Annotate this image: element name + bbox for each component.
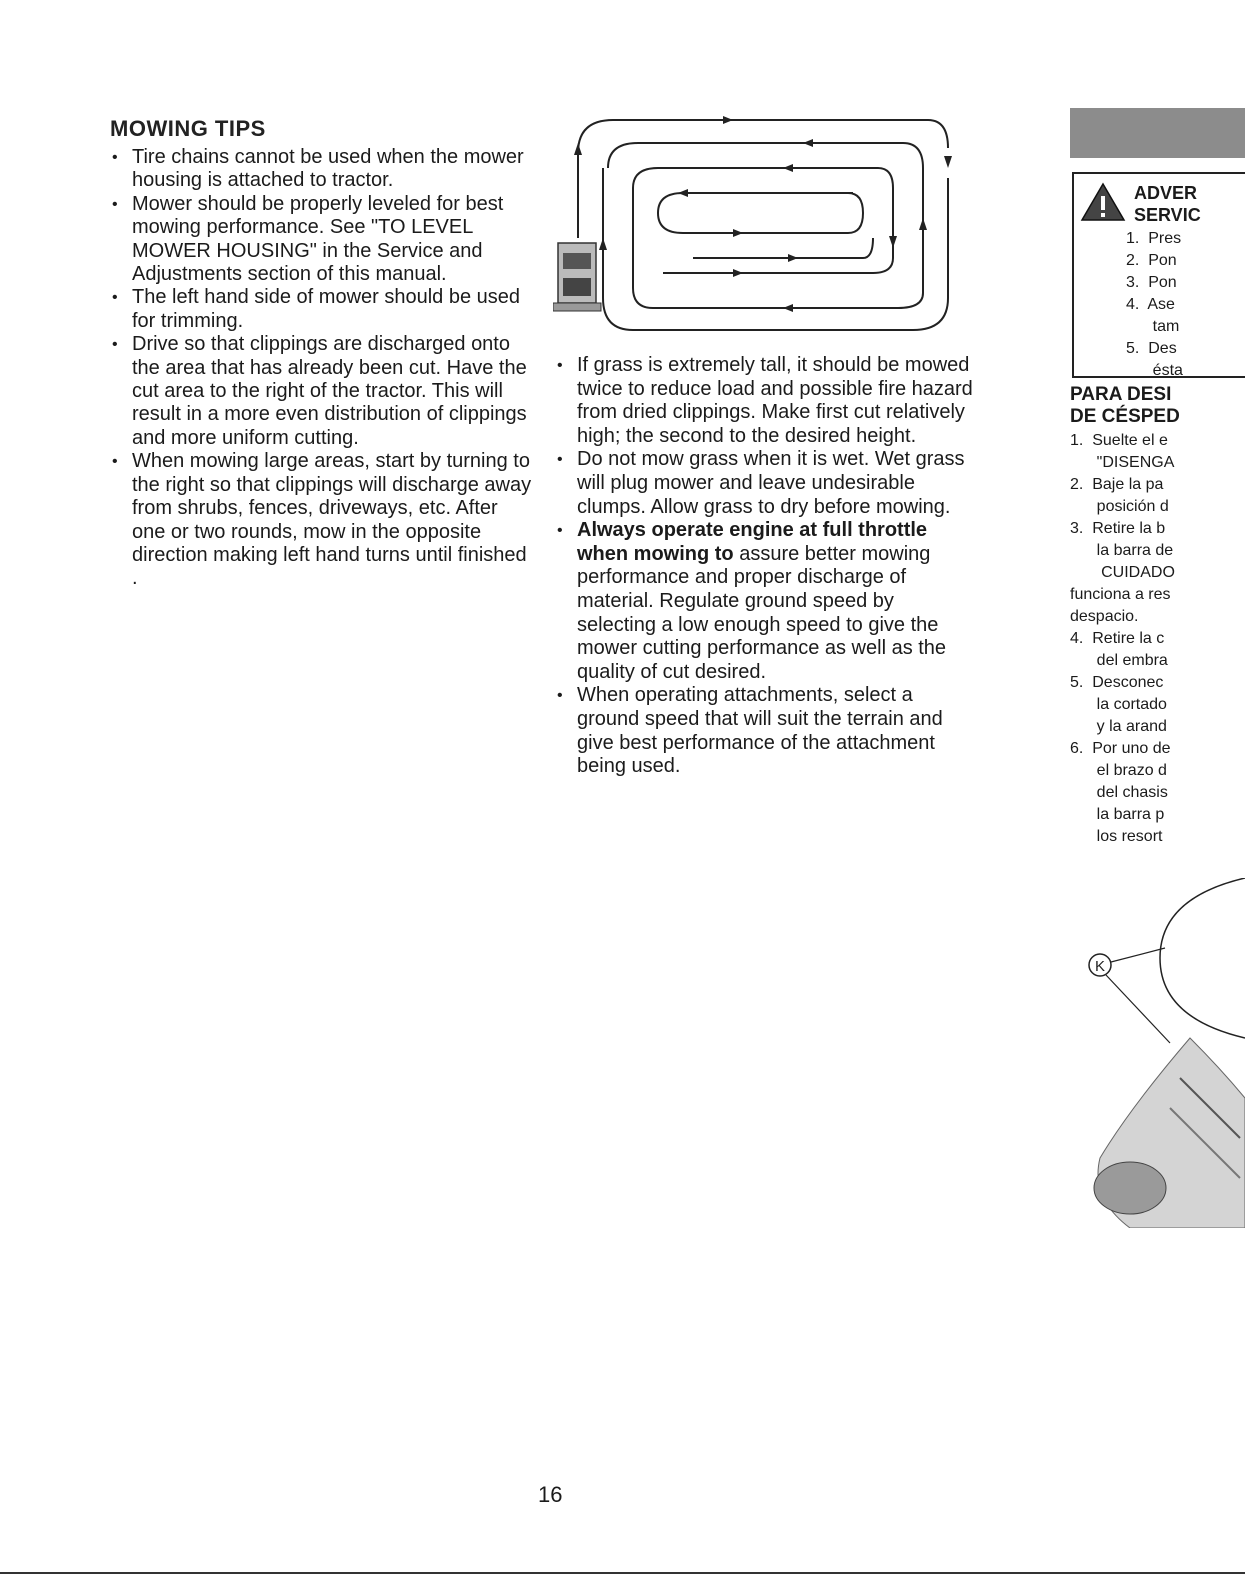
tip-item: • When operating attachments, select a ground speed that will suit the terrain and give best performance of the attachment being used. bbox=[555, 684, 975, 778]
warning-steps: 1. Pres 2. Pon 3. Pon 4. Ase tam 5. Des ésta bbox=[1126, 230, 1183, 379]
page-number: 16 bbox=[538, 1482, 563, 1507]
mowing-tips-column bbox=[110, 116, 535, 591]
header-band bbox=[1070, 108, 1245, 158]
tip-item: • Drive so that clippings are discharged onto the area that has already been cut. Have the cut area to the right of the tractor. This will result in a more even distribution of clippings and more uniform cutting. bbox=[110, 333, 535, 450]
spanish-column-cropped bbox=[1070, 108, 1245, 1228]
tip-item: • Mower should be properly leveled for best mowing performance. See "TO LEVEL MOWER HOUSING" in the Service and Adjustments section of this manual. bbox=[110, 193, 535, 287]
warning-icon bbox=[1080, 182, 1126, 222]
tip-item bbox=[555, 519, 975, 684]
throttle-warning-text: assure better mowing performance and proper discharge of material. Regulate ground speed by selecting a low enough speed to give the mower cutting performance as well as the quality of cut desired. bbox=[577, 542, 947, 683]
tip-item: • If grass is extremely tall, it should be mowed twice to reduce load and possible fire hazard from dried clippings. Make first cut relatively high; the second to the desired height. bbox=[555, 354, 975, 448]
spanish-steps: 1. Suelte el e "DISENGA 2. Baje la pa posición d 3. Retire la b la barra de CUIDADO funciona a res despacio. 4. Retire la c del embra 5. Desconec la cortado y la arand 6. Por uno de el brazo d del chasis la barra p los resort bbox=[1070, 432, 1175, 845]
bottom-rule bbox=[0, 1572, 1245, 1574]
mower-part-drawing bbox=[1070, 878, 1245, 1228]
callout-k: K bbox=[1094, 958, 1106, 975]
spanish-section-heading: PARA DESI DE CÉSPED bbox=[1070, 384, 1180, 427]
tip-item: • The left hand side of mower should be used for trimming. bbox=[110, 286, 535, 333]
tractor-icon bbox=[553, 243, 601, 311]
tip-item: • Tire chains cannot be used when the mower housing is attached to tractor. bbox=[110, 146, 535, 193]
mowing-pattern-diagram bbox=[553, 108, 958, 343]
warning-title: ADVER SERVIC bbox=[1134, 183, 1201, 225]
tip-item: • Do not mow grass when it is wet. Wet grass will plug mower and leave undesirable clumps. Allow grass to dry before mowing. bbox=[555, 448, 975, 519]
warning-box bbox=[1072, 172, 1245, 378]
tip-item: • When mowing large areas, start by turning to the right so that clippings will discharge away from shrubs, fences, driveways, etc. After one or two rounds, mow in the opposite direction making left hand turns until finished . bbox=[110, 450, 535, 590]
mowing-tips-heading: MOWING TIPS bbox=[110, 116, 266, 141]
throttle-warning-bold: Always operate engine at full throttle when mowing to bbox=[577, 519, 928, 565]
mowing-tips-list bbox=[110, 146, 535, 591]
mowing-tips-continued bbox=[555, 354, 975, 779]
